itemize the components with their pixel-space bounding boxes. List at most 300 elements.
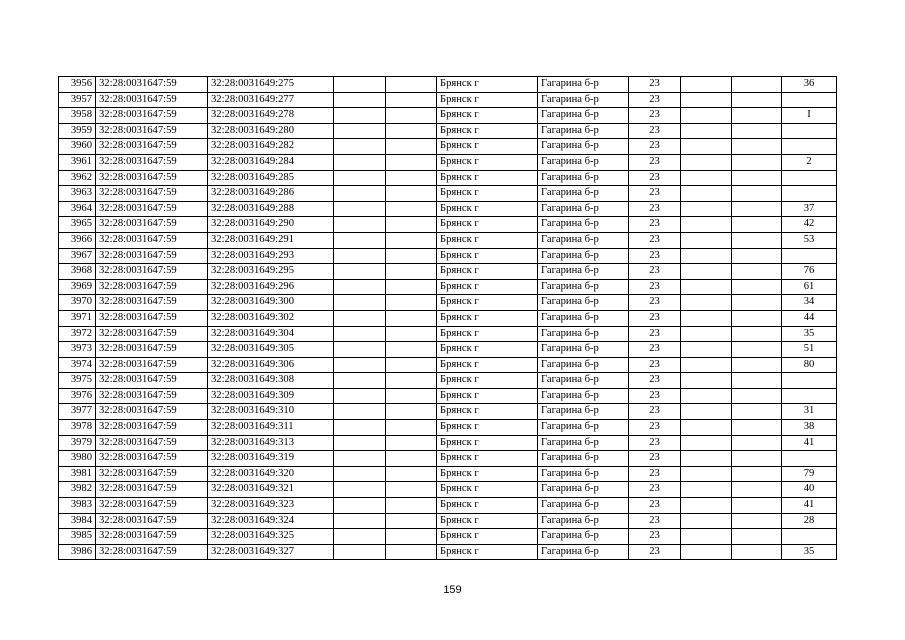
empty-cell xyxy=(681,264,732,280)
parcel-number-cell: 32:28:0031647:59 xyxy=(96,435,208,451)
object-number-cell: 32:28:0031649:293 xyxy=(208,248,334,264)
object-number-cell: 32:28:0031649:306 xyxy=(208,357,334,373)
empty-cell xyxy=(681,513,732,529)
city-cell: Брянск г xyxy=(437,544,538,560)
house-number-cell: 23 xyxy=(629,310,681,326)
empty-cell xyxy=(386,186,437,202)
parcel-number-cell: 32:28:0031647:59 xyxy=(96,232,208,248)
empty-cell xyxy=(334,373,386,389)
empty-cell xyxy=(681,217,732,233)
city-cell: Брянск г xyxy=(437,420,538,436)
row-number-cell: 3981 xyxy=(59,466,96,482)
empty-cell xyxy=(732,513,782,529)
row-number-cell: 3972 xyxy=(59,326,96,342)
city-cell: Брянск г xyxy=(437,201,538,217)
empty-cell xyxy=(681,373,732,389)
empty-cell xyxy=(732,388,782,404)
empty-cell xyxy=(334,310,386,326)
street-cell: Гагарина б-р xyxy=(538,186,629,202)
parcel-number-cell: 32:28:0031647:59 xyxy=(96,544,208,560)
empty-cell xyxy=(732,232,782,248)
flat-number-cell: I xyxy=(782,108,837,124)
table-row xyxy=(59,435,837,451)
empty-cell xyxy=(732,435,782,451)
cadastral-register-table xyxy=(58,76,837,560)
parcel-number-cell: 32:28:0031647:59 xyxy=(96,295,208,311)
street-cell: Гагарина б-р xyxy=(538,217,629,233)
row-number-cell: 3964 xyxy=(59,201,96,217)
table-row xyxy=(59,248,837,264)
row-number-cell: 3985 xyxy=(59,529,96,545)
table-row xyxy=(59,279,837,295)
object-number-cell: 32:28:0031649:313 xyxy=(208,435,334,451)
object-number-cell: 32:28:0031649:277 xyxy=(208,92,334,108)
empty-cell xyxy=(681,201,732,217)
object-number-cell: 32:28:0031649:310 xyxy=(208,404,334,420)
street-cell: Гагарина б-р xyxy=(538,139,629,155)
house-number-cell: 23 xyxy=(629,482,681,498)
row-number-cell: 3986 xyxy=(59,544,96,560)
table-body xyxy=(59,77,837,560)
table-row xyxy=(59,342,837,358)
empty-cell xyxy=(386,77,437,93)
empty-cell xyxy=(681,108,732,124)
empty-cell xyxy=(681,295,732,311)
table-row xyxy=(59,388,837,404)
flat-number-cell: 79 xyxy=(782,466,837,482)
empty-cell xyxy=(386,373,437,389)
street-cell: Гагарина б-р xyxy=(538,342,629,358)
city-cell: Брянск г xyxy=(437,529,538,545)
parcel-number-cell: 32:28:0031647:59 xyxy=(96,513,208,529)
object-number-cell: 32:28:0031649:302 xyxy=(208,310,334,326)
empty-cell xyxy=(386,404,437,420)
empty-cell xyxy=(732,310,782,326)
empty-cell xyxy=(681,77,732,93)
object-number-cell: 32:28:0031649:282 xyxy=(208,139,334,155)
flat-number-cell xyxy=(782,139,837,155)
row-number-cell: 3976 xyxy=(59,388,96,404)
city-cell: Брянск г xyxy=(437,217,538,233)
street-cell: Гагарина б-р xyxy=(538,248,629,264)
flat-number-cell: 61 xyxy=(782,279,837,295)
empty-cell xyxy=(681,420,732,436)
house-number-cell: 23 xyxy=(629,123,681,139)
table-row xyxy=(59,108,837,124)
empty-cell xyxy=(681,139,732,155)
object-number-cell: 32:28:0031649:321 xyxy=(208,482,334,498)
row-number-cell: 3980 xyxy=(59,451,96,467)
empty-cell xyxy=(334,217,386,233)
empty-cell xyxy=(386,295,437,311)
row-number-cell: 3984 xyxy=(59,513,96,529)
street-cell: Гагарина б-р xyxy=(538,232,629,248)
parcel-number-cell: 32:28:0031647:59 xyxy=(96,357,208,373)
object-number-cell: 32:28:0031649:304 xyxy=(208,326,334,342)
object-number-cell: 32:28:0031649:309 xyxy=(208,388,334,404)
city-cell: Брянск г xyxy=(437,77,538,93)
parcel-number-cell: 32:28:0031647:59 xyxy=(96,310,208,326)
row-number-cell: 3983 xyxy=(59,498,96,514)
table-row xyxy=(59,201,837,217)
house-number-cell: 23 xyxy=(629,373,681,389)
house-number-cell: 23 xyxy=(629,186,681,202)
empty-cell xyxy=(732,201,782,217)
house-number-cell: 23 xyxy=(629,77,681,93)
empty-cell xyxy=(732,482,782,498)
house-number-cell: 23 xyxy=(629,108,681,124)
empty-cell xyxy=(334,264,386,280)
flat-number-cell: 35 xyxy=(782,326,837,342)
city-cell: Брянск г xyxy=(437,451,538,467)
house-number-cell: 23 xyxy=(629,92,681,108)
empty-cell xyxy=(334,123,386,139)
empty-cell xyxy=(334,435,386,451)
table-row xyxy=(59,420,837,436)
city-cell: Брянск г xyxy=(437,498,538,514)
empty-cell xyxy=(732,77,782,93)
object-number-cell: 32:28:0031649:291 xyxy=(208,232,334,248)
house-number-cell: 23 xyxy=(629,529,681,545)
object-number-cell: 32:28:0031649:288 xyxy=(208,201,334,217)
row-number-cell: 3968 xyxy=(59,264,96,280)
flat-number-cell: 80 xyxy=(782,357,837,373)
street-cell: Гагарина б-р xyxy=(538,451,629,467)
city-cell: Брянск г xyxy=(437,279,538,295)
object-number-cell: 32:28:0031649:295 xyxy=(208,264,334,280)
flat-number-cell: 51 xyxy=(782,342,837,358)
table-row xyxy=(59,404,837,420)
street-cell: Гагарина б-р xyxy=(538,513,629,529)
empty-cell xyxy=(681,357,732,373)
empty-cell xyxy=(334,342,386,358)
house-number-cell: 23 xyxy=(629,435,681,451)
empty-cell xyxy=(334,92,386,108)
flat-number-cell xyxy=(782,529,837,545)
street-cell: Гагарина б-р xyxy=(538,373,629,389)
row-number-cell: 3961 xyxy=(59,154,96,170)
table-row xyxy=(59,326,837,342)
empty-cell xyxy=(681,310,732,326)
empty-cell xyxy=(334,529,386,545)
street-cell: Гагарина б-р xyxy=(538,201,629,217)
flat-number-cell: 35 xyxy=(782,544,837,560)
empty-cell xyxy=(334,466,386,482)
row-number-cell: 3956 xyxy=(59,77,96,93)
empty-cell xyxy=(732,264,782,280)
empty-cell xyxy=(732,154,782,170)
house-number-cell: 23 xyxy=(629,388,681,404)
object-number-cell: 32:28:0031649:319 xyxy=(208,451,334,467)
empty-cell xyxy=(386,513,437,529)
parcel-number-cell: 32:28:0031647:59 xyxy=(96,498,208,514)
empty-cell xyxy=(732,326,782,342)
empty-cell xyxy=(732,170,782,186)
empty-cell xyxy=(386,154,437,170)
parcel-number-cell: 32:28:0031647:59 xyxy=(96,482,208,498)
city-cell: Брянск г xyxy=(437,295,538,311)
empty-cell xyxy=(732,186,782,202)
empty-cell xyxy=(386,310,437,326)
flat-number-cell xyxy=(782,186,837,202)
row-number-cell: 3977 xyxy=(59,404,96,420)
object-number-cell: 32:28:0031649:286 xyxy=(208,186,334,202)
parcel-number-cell: 32:28:0031647:59 xyxy=(96,92,208,108)
object-number-cell: 32:28:0031649:280 xyxy=(208,123,334,139)
empty-cell xyxy=(386,529,437,545)
empty-cell xyxy=(386,170,437,186)
house-number-cell: 23 xyxy=(629,139,681,155)
flat-number-cell: 31 xyxy=(782,404,837,420)
city-cell: Брянск г xyxy=(437,108,538,124)
empty-cell xyxy=(732,295,782,311)
parcel-number-cell: 32:28:0031647:59 xyxy=(96,201,208,217)
flat-number-cell xyxy=(782,123,837,139)
city-cell: Брянск г xyxy=(437,357,538,373)
empty-cell xyxy=(732,373,782,389)
parcel-number-cell: 32:28:0031647:59 xyxy=(96,388,208,404)
empty-cell xyxy=(386,248,437,264)
parcel-number-cell: 32:28:0031647:59 xyxy=(96,108,208,124)
flat-number-cell xyxy=(782,170,837,186)
empty-cell xyxy=(334,279,386,295)
empty-cell xyxy=(386,232,437,248)
house-number-cell: 23 xyxy=(629,513,681,529)
street-cell: Гагарина б-р xyxy=(538,108,629,124)
empty-cell xyxy=(732,139,782,155)
flat-number-cell xyxy=(782,248,837,264)
empty-cell xyxy=(681,123,732,139)
city-cell: Брянск г xyxy=(437,326,538,342)
city-cell: Брянск г xyxy=(437,170,538,186)
table-row xyxy=(59,186,837,202)
city-cell: Брянск г xyxy=(437,342,538,358)
parcel-number-cell: 32:28:0031647:59 xyxy=(96,373,208,389)
empty-cell xyxy=(386,388,437,404)
street-cell: Гагарина б-р xyxy=(538,529,629,545)
row-number-cell: 3971 xyxy=(59,310,96,326)
row-number-cell: 3965 xyxy=(59,217,96,233)
empty-cell xyxy=(386,498,437,514)
row-number-cell: 3970 xyxy=(59,295,96,311)
empty-cell xyxy=(334,544,386,560)
empty-cell xyxy=(732,357,782,373)
flat-number-cell xyxy=(782,451,837,467)
flat-number-cell xyxy=(782,92,837,108)
empty-cell xyxy=(334,513,386,529)
street-cell: Гагарина б-р xyxy=(538,482,629,498)
page-number: 159 xyxy=(443,584,462,596)
empty-cell xyxy=(334,295,386,311)
table-row xyxy=(59,92,837,108)
empty-cell xyxy=(681,279,732,295)
object-number-cell: 32:28:0031649:284 xyxy=(208,154,334,170)
empty-cell xyxy=(732,342,782,358)
empty-cell xyxy=(681,248,732,264)
table-row xyxy=(59,482,837,498)
object-number-cell: 32:28:0031649:325 xyxy=(208,529,334,545)
house-number-cell: 23 xyxy=(629,154,681,170)
city-cell: Брянск г xyxy=(437,404,538,420)
house-number-cell: 23 xyxy=(629,248,681,264)
parcel-number-cell: 32:28:0031647:59 xyxy=(96,342,208,358)
empty-cell xyxy=(732,279,782,295)
parcel-number-cell: 32:28:0031647:59 xyxy=(96,170,208,186)
parcel-number-cell: 32:28:0031647:59 xyxy=(96,154,208,170)
row-number-cell: 3979 xyxy=(59,435,96,451)
empty-cell xyxy=(334,357,386,373)
empty-cell xyxy=(386,92,437,108)
object-number-cell: 32:28:0031649:311 xyxy=(208,420,334,436)
empty-cell xyxy=(681,232,732,248)
object-number-cell: 32:28:0031649:275 xyxy=(208,77,334,93)
table-row xyxy=(59,498,837,514)
empty-cell xyxy=(386,435,437,451)
flat-number-cell: 41 xyxy=(782,498,837,514)
row-number-cell: 3966 xyxy=(59,232,96,248)
object-number-cell: 32:28:0031649:290 xyxy=(208,217,334,233)
parcel-number-cell: 32:28:0031647:59 xyxy=(96,248,208,264)
row-number-cell: 3982 xyxy=(59,482,96,498)
empty-cell xyxy=(681,435,732,451)
object-number-cell: 32:28:0031649:278 xyxy=(208,108,334,124)
flat-number-cell xyxy=(782,388,837,404)
flat-number-cell: 2 xyxy=(782,154,837,170)
city-cell: Брянск г xyxy=(437,435,538,451)
empty-cell xyxy=(386,139,437,155)
flat-number-cell: 40 xyxy=(782,482,837,498)
row-number-cell: 3975 xyxy=(59,373,96,389)
empty-cell xyxy=(681,186,732,202)
flat-number-cell: 76 xyxy=(782,264,837,280)
table-row xyxy=(59,77,837,93)
row-number-cell: 3958 xyxy=(59,108,96,124)
empty-cell xyxy=(681,466,732,482)
object-number-cell: 32:28:0031649:285 xyxy=(208,170,334,186)
street-cell: Гагарина б-р xyxy=(538,310,629,326)
city-cell: Брянск г xyxy=(437,123,538,139)
empty-cell xyxy=(681,388,732,404)
flat-number-cell xyxy=(782,373,837,389)
street-cell: Гагарина б-р xyxy=(538,123,629,139)
table-row xyxy=(59,154,837,170)
city-cell: Брянск г xyxy=(437,154,538,170)
empty-cell xyxy=(732,92,782,108)
house-number-cell: 23 xyxy=(629,201,681,217)
house-number-cell: 23 xyxy=(629,295,681,311)
house-number-cell: 23 xyxy=(629,170,681,186)
street-cell: Гагарина б-р xyxy=(538,279,629,295)
street-cell: Гагарина б-р xyxy=(538,326,629,342)
empty-cell xyxy=(334,248,386,264)
empty-cell xyxy=(732,123,782,139)
parcel-number-cell: 32:28:0031647:59 xyxy=(96,77,208,93)
object-number-cell: 32:28:0031649:320 xyxy=(208,466,334,482)
empty-cell xyxy=(681,544,732,560)
empty-cell xyxy=(681,342,732,358)
empty-cell xyxy=(386,451,437,467)
empty-cell xyxy=(386,482,437,498)
row-number-cell: 3974 xyxy=(59,357,96,373)
city-cell: Брянск г xyxy=(437,310,538,326)
city-cell: Брянск г xyxy=(437,373,538,389)
table-row xyxy=(59,357,837,373)
table-row xyxy=(59,295,837,311)
city-cell: Брянск г xyxy=(437,388,538,404)
parcel-number-cell: 32:28:0031647:59 xyxy=(96,529,208,545)
house-number-cell: 23 xyxy=(629,217,681,233)
empty-cell xyxy=(732,248,782,264)
empty-cell xyxy=(334,170,386,186)
object-number-cell: 32:28:0031649:305 xyxy=(208,342,334,358)
flat-number-cell: 34 xyxy=(782,295,837,311)
empty-cell xyxy=(334,451,386,467)
city-cell: Брянск г xyxy=(437,248,538,264)
street-cell: Гагарина б-р xyxy=(538,420,629,436)
empty-cell xyxy=(386,123,437,139)
table-row xyxy=(59,466,837,482)
row-number-cell: 3959 xyxy=(59,123,96,139)
table-row xyxy=(59,170,837,186)
house-number-cell: 23 xyxy=(629,279,681,295)
empty-cell xyxy=(334,139,386,155)
table-row xyxy=(59,373,837,389)
empty-cell xyxy=(681,404,732,420)
empty-cell xyxy=(681,326,732,342)
empty-cell xyxy=(681,451,732,467)
empty-cell xyxy=(732,451,782,467)
empty-cell xyxy=(334,77,386,93)
empty-cell xyxy=(732,420,782,436)
table-row xyxy=(59,529,837,545)
city-cell: Брянск г xyxy=(437,466,538,482)
empty-cell xyxy=(732,529,782,545)
flat-number-cell: 53 xyxy=(782,232,837,248)
table-row xyxy=(59,513,837,529)
street-cell: Гагарина б-р xyxy=(538,170,629,186)
street-cell: Гагарина б-р xyxy=(538,154,629,170)
empty-cell xyxy=(386,544,437,560)
house-number-cell: 23 xyxy=(629,326,681,342)
empty-cell xyxy=(386,466,437,482)
flat-number-cell: 38 xyxy=(782,420,837,436)
street-cell: Гагарина б-р xyxy=(538,466,629,482)
house-number-cell: 23 xyxy=(629,420,681,436)
parcel-number-cell: 32:28:0031647:59 xyxy=(96,326,208,342)
flat-number-cell: 36 xyxy=(782,77,837,93)
parcel-number-cell: 32:28:0031647:59 xyxy=(96,451,208,467)
street-cell: Гагарина б-р xyxy=(538,77,629,93)
street-cell: Гагарина б-р xyxy=(538,357,629,373)
flat-number-cell: 37 xyxy=(782,201,837,217)
flat-number-cell: 44 xyxy=(782,310,837,326)
house-number-cell: 23 xyxy=(629,357,681,373)
empty-cell xyxy=(681,482,732,498)
house-number-cell: 23 xyxy=(629,232,681,248)
street-cell: Гагарина б-р xyxy=(538,404,629,420)
empty-cell xyxy=(681,92,732,108)
house-number-cell: 23 xyxy=(629,544,681,560)
parcel-number-cell: 32:28:0031647:59 xyxy=(96,123,208,139)
empty-cell xyxy=(334,108,386,124)
street-cell: Гагарина б-р xyxy=(538,544,629,560)
empty-cell xyxy=(386,420,437,436)
empty-cell xyxy=(681,170,732,186)
table-row xyxy=(59,264,837,280)
empty-cell xyxy=(334,201,386,217)
street-cell: Гагарина б-р xyxy=(538,264,629,280)
flat-number-cell: 28 xyxy=(782,513,837,529)
